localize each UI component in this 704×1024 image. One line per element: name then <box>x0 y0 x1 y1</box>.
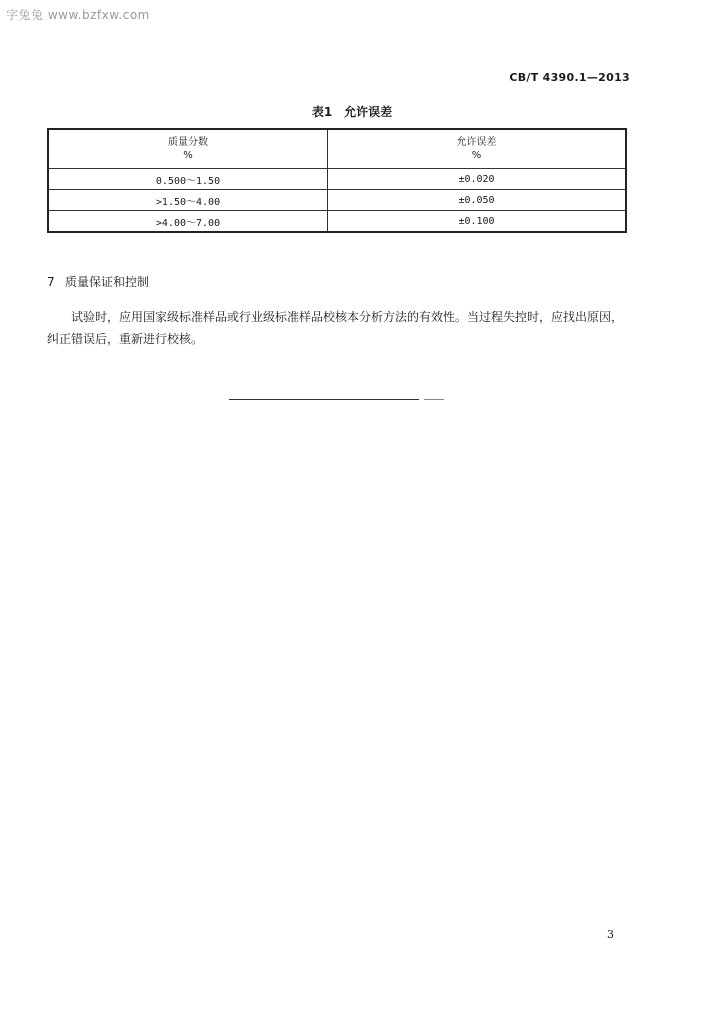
table-row <box>48 169 626 190</box>
column-header-name: 质量分数 <box>168 137 208 148</box>
table-caption-number: 表1 <box>311 105 333 119</box>
cell-mass-fraction-range: >1.50～4.00 <box>48 190 328 211</box>
table-header-row <box>48 129 626 169</box>
standard-number: CB/T 4390.1—2013 <box>509 71 630 84</box>
table-row <box>48 211 626 233</box>
page-number: 3 <box>607 928 614 941</box>
end-of-document-rule <box>229 399 419 400</box>
column-header-name: 允许误差 <box>456 137 497 148</box>
cell-tolerance: ±0.020 <box>328 169 627 190</box>
column-header-mass-fraction <box>48 129 328 169</box>
table-caption-title: 允许误差 <box>344 105 393 119</box>
column-header-unit: % <box>183 150 193 161</box>
column-header-tolerance <box>328 129 627 169</box>
end-of-document-rule-tail <box>424 399 444 400</box>
cell-tolerance: ±0.050 <box>328 190 627 211</box>
section-number: 7 <box>47 275 55 289</box>
cell-mass-fraction-range: >4.00～7.00 <box>48 211 328 233</box>
section-heading <box>47 273 149 290</box>
section-title: 质量保证和控制 <box>65 275 150 289</box>
column-header-unit: % <box>471 150 482 161</box>
tolerance-table <box>47 128 627 233</box>
cell-mass-fraction-range: 0.500～1.50 <box>48 169 328 190</box>
table-row <box>48 190 626 211</box>
table-caption <box>0 103 704 120</box>
watermark-text: 字兔兔 www.bzfxw.com <box>6 8 150 22</box>
cell-tolerance: ±0.100 <box>328 211 627 233</box>
section-body-paragraph: 试验时，应用国家级标准样品或行业级标准样品校核本分析方法的有效性。当过程失控时，应找出原因，纠正错误后，重新进行校核。 <box>47 310 624 346</box>
